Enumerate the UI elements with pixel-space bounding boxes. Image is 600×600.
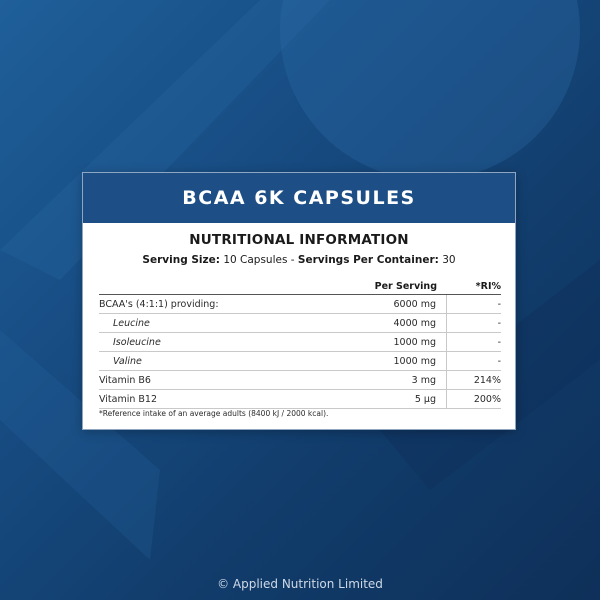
ri-value: -: [497, 355, 501, 367]
serving-info: [83, 254, 515, 266]
table-row: [99, 352, 501, 371]
header-per-serving: Per Serving: [374, 281, 437, 292]
nutrient-name: Valine: [113, 355, 142, 367]
nutrient-name: BCAA's (4:1:1) providing:: [99, 298, 219, 310]
per-serving-value: 1000 mg: [351, 352, 447, 370]
servings-per-container-label: Servings Per Container:: [297, 254, 439, 266]
per-serving-value: 5 μg: [351, 390, 447, 408]
serving-separator: -: [290, 254, 295, 266]
table-row: [99, 295, 501, 314]
ri-value: -: [497, 298, 501, 310]
ri-value: 214%: [473, 374, 501, 386]
copyright-text: © Applied Nutrition Limited: [217, 577, 383, 591]
product-title: BCAA 6K CAPSULES: [83, 173, 515, 223]
nutrient-name: Vitamin B6: [99, 374, 151, 386]
serving-size-label: Serving Size:: [142, 254, 220, 266]
table-header-row: [99, 279, 501, 295]
ri-value: 200%: [473, 393, 501, 405]
per-serving-value: 1000 mg: [351, 333, 447, 351]
table-row: [99, 390, 501, 409]
per-serving-value: 4000 mg: [351, 314, 447, 332]
table-row: [99, 314, 501, 333]
nutrient-name: Vitamin B12: [99, 393, 158, 405]
servings-per-container-value: 30: [442, 254, 456, 266]
per-serving-value: 6000 mg: [351, 295, 447, 313]
nutrition-card: [82, 172, 516, 430]
section-title: NUTRITIONAL INFORMATION: [189, 232, 409, 248]
table-row: [99, 371, 501, 390]
nutrient-name: Isoleucine: [113, 336, 161, 348]
ri-value: -: [497, 336, 501, 348]
ri-value: -: [497, 317, 501, 329]
nutrition-table: [99, 279, 501, 409]
header-ri: *RI%: [475, 281, 501, 292]
nutrient-name: Leucine: [113, 317, 150, 329]
serving-size-value: 10 Capsules: [223, 254, 288, 266]
table-row: [99, 333, 501, 352]
per-serving-value: 3 mg: [351, 371, 447, 389]
reference-footnote: *Reference intake of an average adults (8400 kJ / 2000 kcal).: [99, 409, 329, 418]
